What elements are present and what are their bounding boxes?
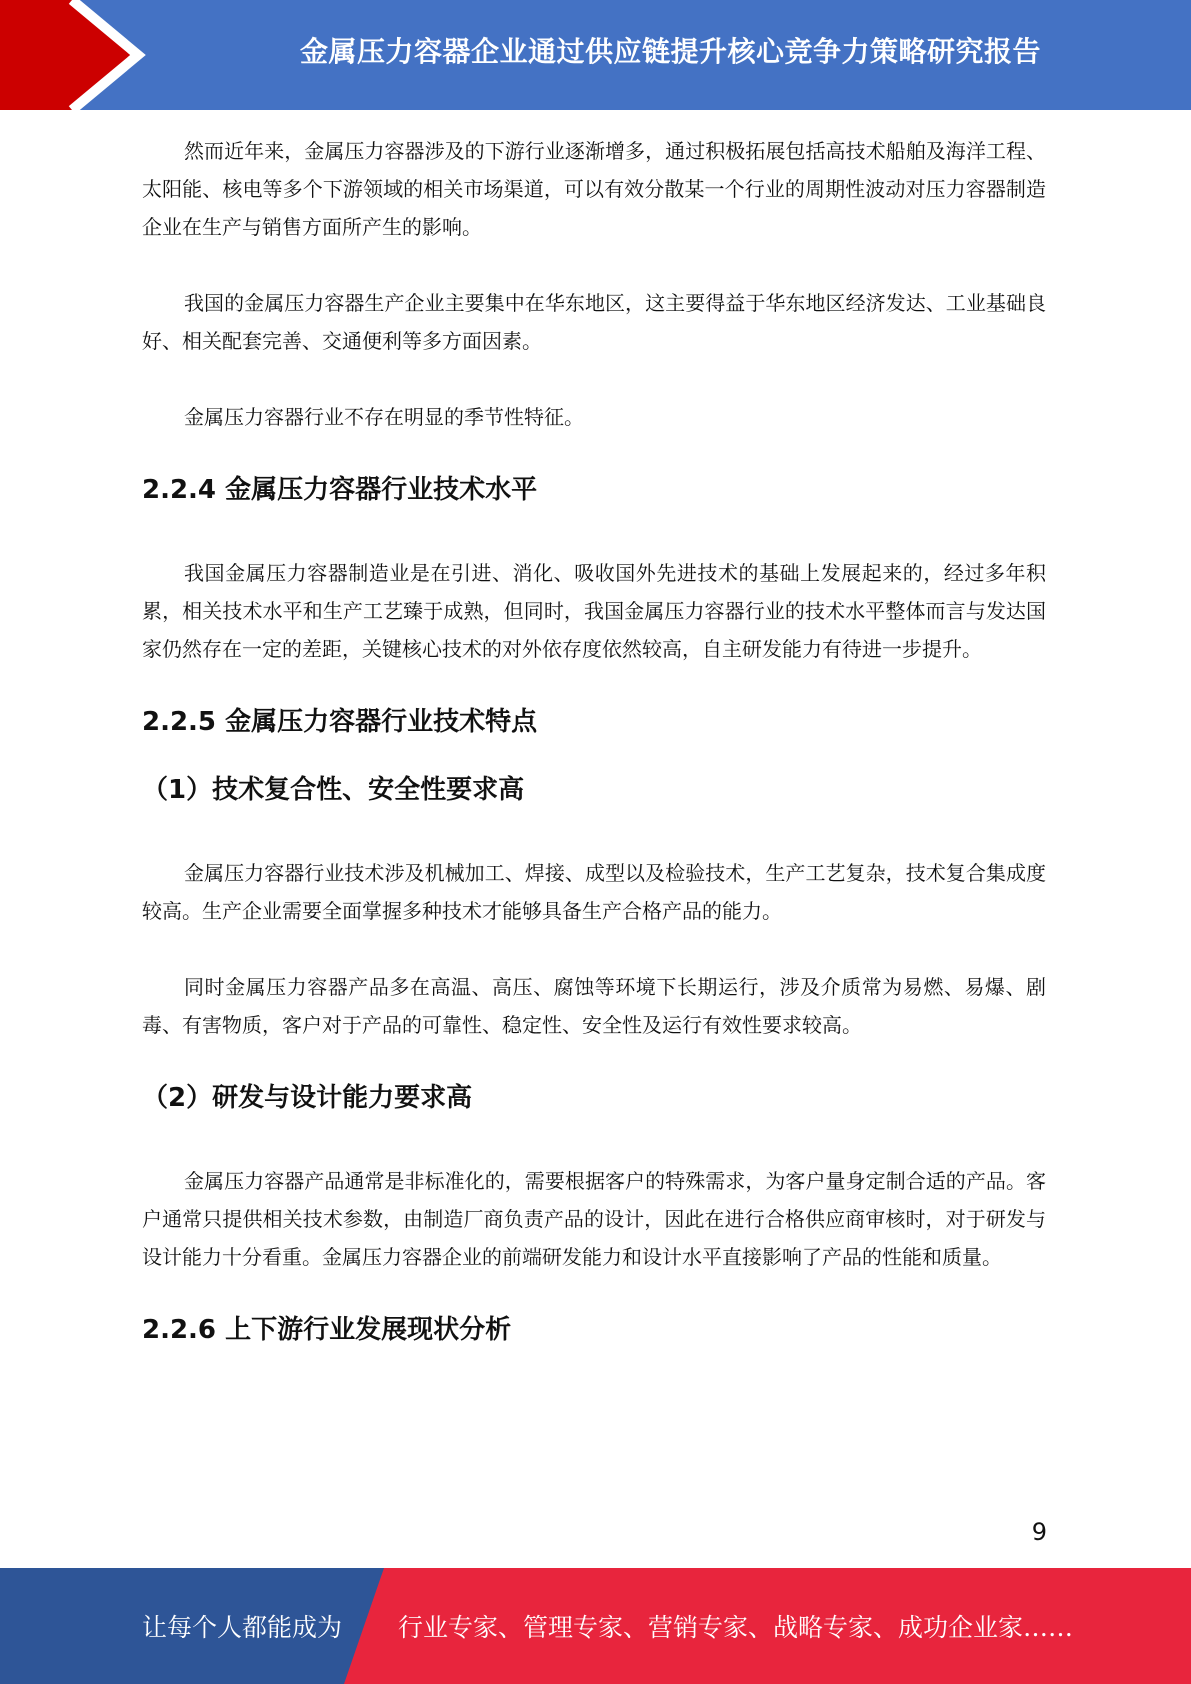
page-header (0, 0, 1191, 110)
subsection-heading-2: （2）研发与设计能力要求高 (142, 1083, 473, 1113)
paragraph: 我国金属压力容器制造业是在引进、消化、吸收国外先进技术的基础上发展起来的，经过多年积累，相关技术水平和生产工艺臻于成熟，但同时，我国金属压力容器行业的技术水平整体而言与发达国家仍然存在一定的差距，关键核心技术的对外依存度依然较高，自主研发能力有待进一步提升。 (142, 561, 1046, 661)
page-number: 9 (1031, 1518, 1047, 1546)
section-heading-2-2-4: 2.2.4 金属压力容器行业技术水平 (142, 475, 538, 505)
subsection-heading-1: （1）技术复合性、安全性要求高 (142, 775, 525, 805)
header-arrow-icon (0, 0, 160, 110)
paragraph: 我国的金属压力容器生产企业主要集中在华东地区，这主要得益于华东地区经济发达、工业基础良好、相关配套完善、交通便利等多方面因素。 (142, 291, 1046, 353)
section-heading-2-2-5: 2.2.5 金属压力容器行业技术特点 (142, 707, 538, 737)
header-title: 金属压力容器企业通过供应链提升核心竞争力策略研究报告 (299, 35, 1041, 68)
section-heading-2-2-6: 2.2.6 上下游行业发展现状分析 (142, 1315, 512, 1345)
footer-slogan-right: 行业专家、管理专家、营销专家、战略专家、成功企业家…… (398, 1613, 1074, 1642)
paragraph: 同时金属压力容器产品多在高温、高压、腐蚀等环境下长期运行，涉及介质常为易燃、易爆、剧毒、有害物质，客户对于产品的可靠性、稳定性、安全性及运行有效性要求较高。 (142, 975, 1046, 1037)
page-footer (0, 1568, 1191, 1684)
paragraph: 然而近年来，金属压力容器涉及的下游行业逐渐增多，通过积极拓展包括高技术船舶及海洋工程、太阳能、核电等多个下游领域的相关市场渠道，可以有效分散某一个行业的周期性波动对压力容器制造企业在生产与销售方面所产生的影响。 (142, 139, 1046, 239)
document-body (142, 132, 1046, 1350)
paragraph: 金属压力容器行业技术涉及机械加工、焊接、成型以及检验技术，生产工艺复杂，技术复合集成度较高。生产企业需要全面掌握多种技术才能够具备生产合格产品的能力。 (142, 861, 1046, 923)
paragraph: 金属压力容器产品通常是非标准化的，需要根据客户的特殊需求，为客户量身定制合适的产品。客户通常只提供相关技术参数，由制造厂商负责产品的设计，因此在进行合格供应商审核时，对于研发与设计能力十分看重。金属压力容器企业的前端研发能力和设计水平直接影响了产品的性能和质量。 (142, 1169, 1046, 1269)
paragraph: 金属压力容器行业不存在明显的季节性特征。 (184, 405, 584, 429)
footer-slogan-left: 让每个人都能成为 (142, 1613, 343, 1642)
